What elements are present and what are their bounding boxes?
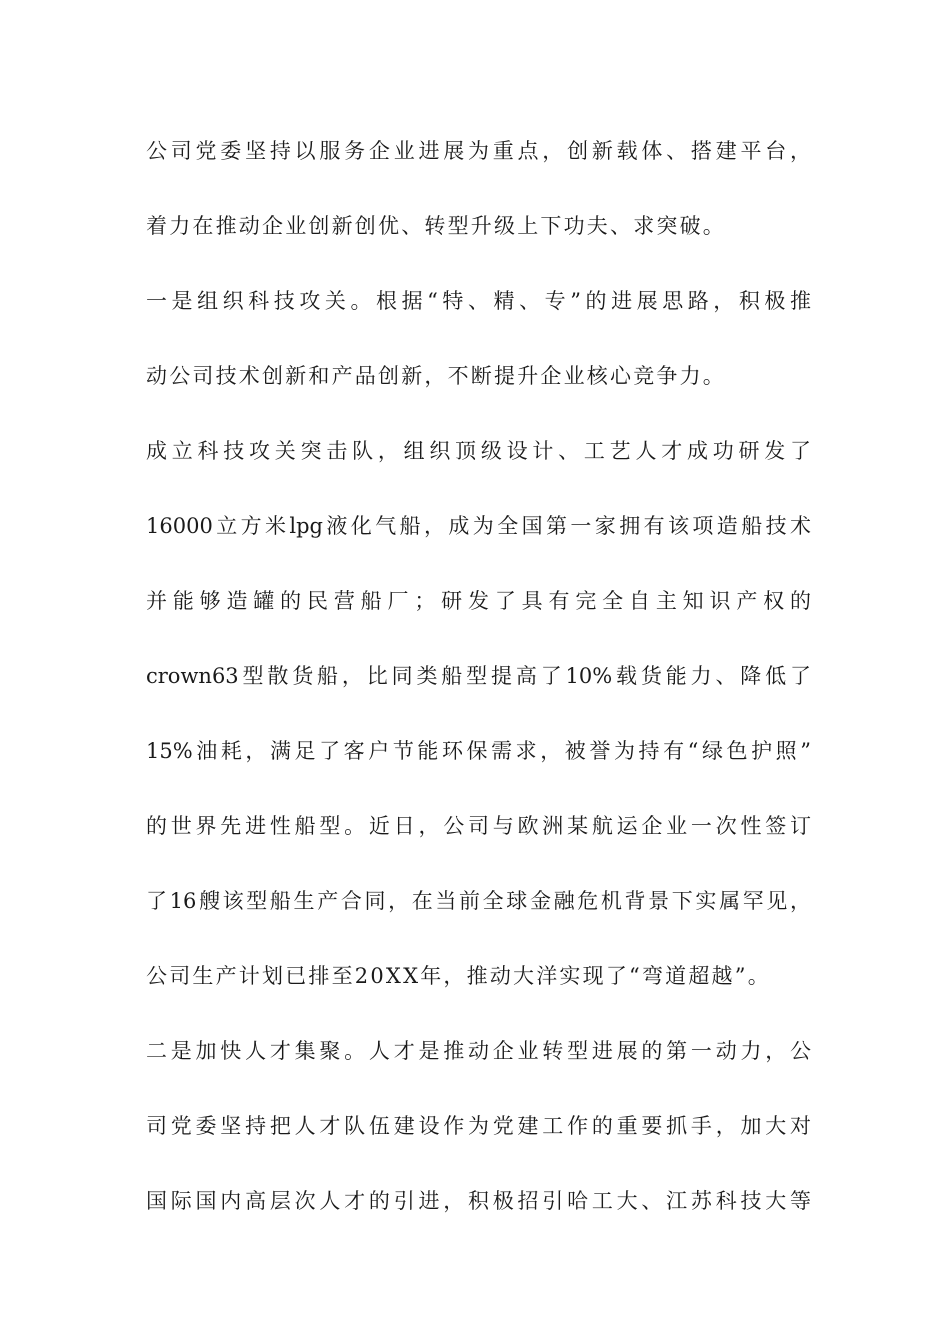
text-line: 二是加快人才集聚。人才是推动企业转型进展的第一动力，公 <box>146 1039 811 1063</box>
text-line: 并能够造罐的民营船厂；研发了具有完全自主知识产权的 <box>146 589 811 613</box>
text-line: 国际国内高层次人才的引进，积极招引哈工大、江苏科技大等 <box>146 1189 811 1213</box>
text-line: 15%油耗，满足了客户节能环保需求，被誉为持有“绿色护照” <box>146 739 811 763</box>
text-line: 一是组织科技攻关。根据“特、精、专”的进展思路，积极推 <box>146 289 811 313</box>
text-line: 的世界先进性船型。近日，公司与欧洲某航运企业一次性签订 <box>146 814 811 838</box>
text-line: 公司生产计划已排至20XX年，推动大洋实现了“弯道超越”。 <box>146 964 771 988</box>
text-line: 16000立方米lpg液化气船，成为全国第一家拥有该项造船技术 <box>146 514 811 538</box>
text-line: 公司党委坚持以服务企业进展为重点，创新载体、搭建平台， <box>146 139 811 163</box>
text-line: crown63型散货船，比同类船型提高了10%载货能力、降低了 <box>146 664 811 688</box>
text-line: 动公司技术创新和产品创新，不断提升企业核心竞争力。 <box>146 364 726 388</box>
text-line: 司党委坚持把人才队伍建设作为党建工作的重要抓手，加大对 <box>146 1114 811 1138</box>
text-line: 了16艘该型船生产合同，在当前全球金融危机背景下实属罕见， <box>146 889 811 913</box>
text-line: 着力在推动企业创新创优、转型升级上下功夫、求突破。 <box>146 214 726 238</box>
text-line: 成立科技攻关突击队，组织顶级设计、工艺人才成功研发了 <box>146 439 811 463</box>
